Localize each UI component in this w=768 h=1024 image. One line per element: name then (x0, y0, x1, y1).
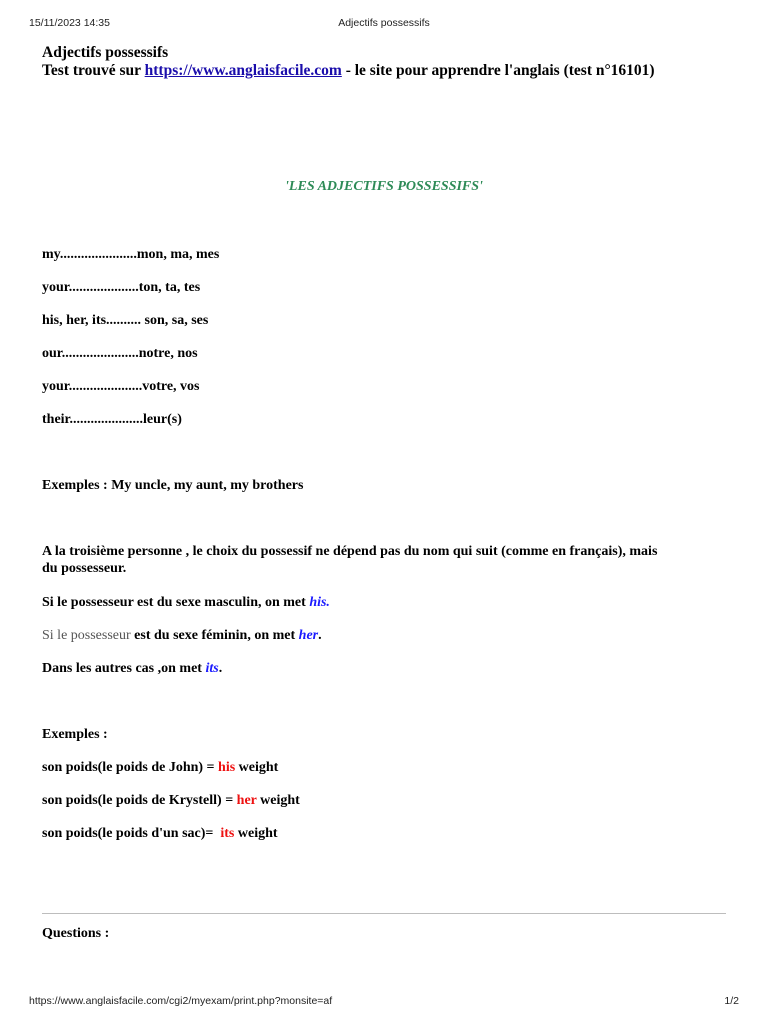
source-link[interactable]: https://www.anglaisfacile.com (144, 62, 342, 79)
doc-title: Adjectifs possessifs (42, 44, 169, 61)
example-its-pre: son poids(le poids d'un sac)= (42, 826, 221, 841)
example-his-word: his (218, 760, 236, 775)
rule-other-end: . (218, 661, 223, 676)
example-his-post: weight (235, 760, 279, 775)
print-footer-url: https://www.anglaisfacile.com/cgi2/myexam/print.php?monsite=af (29, 995, 333, 1007)
pair-our: our......................notre, nos (42, 346, 198, 361)
print-datetime: 15/11/2023 14:35 (29, 17, 110, 29)
source-line (42, 62, 655, 80)
rule-feminine-grey: Si le possesseur (42, 628, 131, 643)
keyword-its: its (205, 661, 219, 676)
print-page-number: 1/2 (724, 995, 739, 1007)
section-heading: 'LES ADJECTIFS POSSESSIFS' (285, 179, 483, 194)
example-her-word: her (236, 793, 257, 808)
third-person-line-2: du possesseur. (42, 561, 127, 576)
rule-masculine-text: Si le possesseur est du sexe masculin, on met (42, 595, 310, 610)
pair-their: their.....................leur(s) (42, 412, 182, 427)
examples-line: Exemples : My uncle, my aunt, my brothers (42, 478, 304, 493)
keyword-his: his. (309, 595, 330, 610)
examples-heading: Exemples : (42, 727, 108, 742)
example-her (42, 792, 300, 809)
print-title: Adjectifs possessifs (338, 17, 430, 29)
pair-my: my......................mon, ma, mes (42, 247, 220, 262)
source-suffix: - le site pour apprendre l'anglais (test n°16101) (341, 62, 655, 79)
rule-masculine (42, 594, 330, 611)
pair-your-plural: your.....................votre, vos (42, 379, 200, 394)
rule-other-text: Dans les autres cas ,on met (42, 661, 206, 676)
example-his-pre: son poids(le poids de John) = (42, 760, 219, 775)
rule-other (42, 660, 222, 677)
third-person-line-1: A la troisième personne , le choix du possessif ne dépend pas du nom qui suit (comme en français), mais (42, 544, 658, 559)
rule-feminine (42, 627, 322, 644)
source-prefix: Test trouvé sur (42, 62, 145, 79)
example-his (42, 759, 278, 776)
keyword-her: her (298, 628, 319, 643)
pair-your-singular: your....................ton, ta, tes (42, 280, 201, 295)
questions-heading: Questions : (42, 926, 110, 941)
divider (42, 913, 726, 914)
rule-feminine-text: est du sexe féminin, on met (130, 628, 299, 643)
example-its-post: weight (234, 826, 278, 841)
example-her-pre: son poids(le poids de Krystell) = (42, 793, 237, 808)
pair-his-her-its: his, her, its.......... son, sa, ses (42, 313, 209, 328)
example-her-post: weight (256, 793, 300, 808)
example-its-word: its (220, 826, 235, 841)
rule-feminine-end: . (318, 628, 322, 643)
example-its (42, 825, 278, 842)
